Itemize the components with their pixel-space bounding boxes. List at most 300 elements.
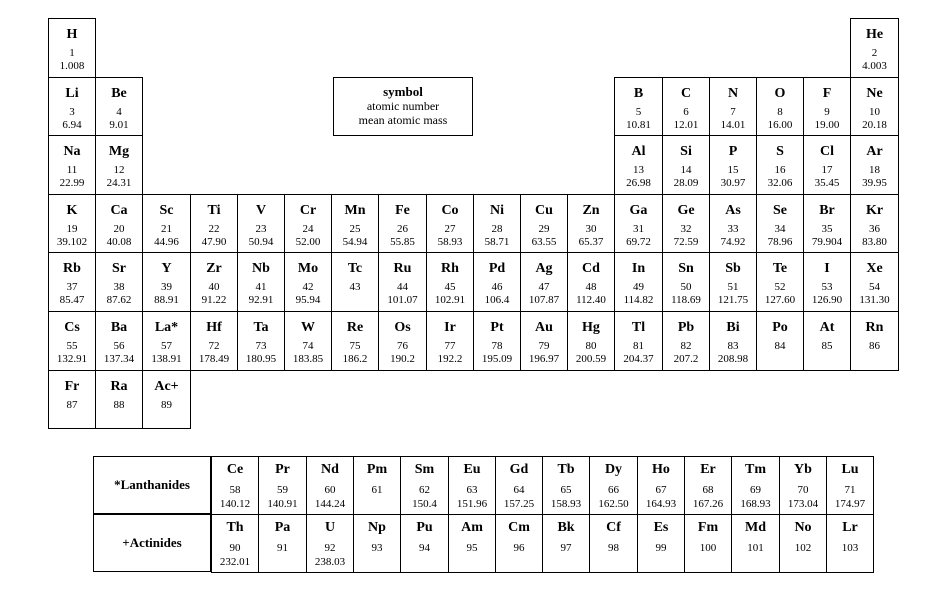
atomic-number: 74 [302,340,314,352]
atomic-number: 78 [491,340,503,352]
element-cell-o [756,77,804,136]
element-cell-la [142,311,191,371]
atomic-mass: 140.12 [219,498,251,510]
atomic-number: 54 [869,281,880,293]
element-symbol: W [301,320,315,335]
element-symbol: P [728,144,738,159]
element-symbol: Nd [321,462,339,477]
atomic-number: 28 [491,223,503,235]
element-symbol: Tb [557,462,575,477]
element-symbol: Ga [629,203,648,218]
element-symbol: Pa [274,520,291,535]
atomic-mass: 10.81 [626,119,651,131]
atomic-mass: 69.72 [626,236,651,248]
element-cell-f [803,77,851,136]
actinides-label: +Actinides [122,535,182,550]
element-cell-sc [142,194,191,253]
atomic-number: 40 [208,281,220,293]
element-cell-he [850,18,899,78]
element-cell-ta [237,311,285,371]
element-symbol: N [727,86,739,101]
element-cell-cr [284,194,332,253]
atomic-number: 86 [869,340,880,352]
atomic-number: 25 [349,223,361,235]
element-symbol: U [324,520,336,535]
element-symbol: S [776,144,784,159]
atomic-mass: 50.94 [248,236,274,248]
atomic-number: 50 [680,281,692,293]
element-cell-rn [850,311,899,371]
atomic-mass: 63.55 [531,236,557,248]
element-cell-np [353,514,401,573]
element-symbol: He [865,27,884,42]
element-cell-nb [237,252,285,312]
element-cell-es [637,514,685,573]
element-cell-xe [850,252,899,312]
element-cell-rh [426,252,474,312]
element-symbol: Ir [444,320,456,335]
element-symbol: I [824,261,830,276]
atomic-number: 14 [680,164,692,176]
atomic-number: 22 [208,223,220,235]
element-symbol: Si [680,144,692,159]
element-cell-co [426,194,474,253]
atomic-mass: 20.18 [862,119,887,131]
element-symbol: Pt [490,320,504,335]
atomic-number: 49 [633,281,644,293]
element-cell-ac [142,370,191,429]
element-cell-pb [662,311,710,371]
element-cell-hg [567,311,615,371]
atomic-number: 33 [727,223,739,235]
element-symbol: B [633,86,644,101]
atomic-mass: 118.69 [671,294,701,306]
atomic-number: 92 [324,542,336,554]
element-symbol: Sr [112,261,126,276]
atomic-number: 34 [774,223,786,235]
atomic-mass: 39.102 [56,236,88,248]
atomic-number: 45 [444,281,456,293]
element-symbol: Fm [697,520,719,535]
element-cell-cl [803,135,851,195]
element-cell-lu [826,456,874,515]
atomic-mass: 58.71 [484,236,510,248]
atomic-number: 95 [466,542,478,554]
atomic-mass: 65.37 [578,236,604,248]
atomic-number: 30 [585,223,597,235]
element-symbol: Np [368,520,386,535]
element-symbol: Lu [841,462,859,477]
element-symbol: O [774,86,786,101]
element-symbol: Ra [110,379,128,394]
element-cell-i [803,252,851,312]
atomic-mass: 88.91 [154,294,179,306]
element-symbol: Ac+ [154,379,179,394]
atomic-mass: 132.91 [56,353,88,365]
atomic-number: 3 [69,106,75,118]
element-cell-pr [258,456,307,515]
atomic-mass: 238.03 [314,556,346,568]
element-symbol: Be [111,86,127,101]
element-symbol: In [631,261,646,276]
atomic-number: 96 [513,542,525,554]
atomic-number: 10 [869,106,880,118]
element-symbol: Tl [631,320,646,335]
element-symbol: Sn [678,261,694,276]
element-cell-ir [426,311,474,371]
element-cell-sb [709,252,757,312]
element-cell-sr [95,252,143,312]
element-symbol: Fe [395,203,410,218]
element-symbol: Pd [488,261,506,276]
element-symbol: Bk [557,520,575,535]
element-symbol: K [66,203,78,218]
element-cell-yb [779,456,827,515]
atomic-number: 76 [397,340,408,352]
element-symbol: F [822,86,832,101]
element-cell-bi [709,311,757,371]
atomic-number: 56 [113,340,125,352]
element-cell-nd [306,456,354,515]
element-symbol: Rn [865,320,884,335]
atomic-mass: 12.01 [673,119,699,131]
element-cell-pd [473,252,521,312]
legend-box [333,77,473,136]
element-cell-w [284,311,332,371]
element-symbol: Hf [206,320,222,335]
element-cell-pt [473,311,521,371]
atomic-mass: 200.59 [575,353,607,365]
atomic-mass: 6.94 [62,119,82,131]
element-symbol: Es [653,520,669,535]
element-symbol: Ne [866,86,883,101]
element-cell-ca [95,194,143,253]
element-symbol: Cm [508,520,530,535]
element-symbol: As [725,203,741,218]
atomic-mass: 39.95 [862,177,887,189]
element-cell-at [803,311,851,371]
atomic-number: 93 [371,542,383,554]
element-symbol: Te [772,261,788,276]
element-symbol: Na [63,144,81,159]
element-cell-ra [95,370,143,429]
legend-mean-atomic-mass: mean atomic mass [358,113,448,127]
atomic-number: 82 [680,340,692,352]
atomic-number: 103 [841,542,859,554]
element-cell-ce [211,456,259,515]
element-symbol: Cf [606,520,621,535]
atomic-mass: 180.95 [245,353,277,365]
element-cell-zn [567,194,615,253]
element-symbol: Ni [490,203,504,218]
element-symbol: Se [773,203,787,218]
element-symbol: Sc [159,203,174,218]
element-cell-in [614,252,663,312]
element-cell-y [142,252,191,312]
atomic-number: 5 [635,106,642,118]
atomic-number: 18 [869,164,880,176]
atomic-number: 41 [255,281,267,293]
atomic-number: 15 [727,164,739,176]
atomic-number: 100 [699,542,717,554]
atomic-number: 102 [794,542,812,554]
element-cell-u [306,514,354,573]
atomic-mass: 121.75 [717,294,749,306]
atomic-mass: 107.87 [528,294,560,306]
atomic-mass: 14.01 [720,119,746,131]
atomic-mass: 162.50 [598,498,629,510]
element-cell-n [709,77,757,136]
atomic-number: 44 [397,281,408,293]
element-cell-fe [378,194,427,253]
atomic-number: 51 [727,281,739,293]
element-cell-ni [473,194,521,253]
atomic-number: 79 [538,340,550,352]
atomic-number: 31 [633,223,644,235]
atomic-mass: 164.93 [645,498,677,510]
atomic-number: 57 [161,340,172,352]
atomic-mass: 151.96 [456,498,488,510]
atomic-mass: 138.91 [151,353,182,365]
legend-symbol: symbol [383,84,423,99]
element-symbol: Ce [226,462,244,477]
atomic-mass: 178.49 [198,353,230,365]
atomic-number: 90 [229,542,241,554]
element-symbol: Sm [414,462,435,477]
element-symbol: Rh [441,261,459,276]
atomic-mass: 16.00 [767,119,793,131]
element-cell-hf [190,311,238,371]
atomic-number: 80 [585,340,597,352]
element-cell-c [662,77,710,136]
atomic-number: 87 [66,399,78,411]
atomic-mass: 87.62 [106,294,132,306]
element-cell-lr [826,514,874,573]
element-symbol: Pu [416,520,433,535]
element-cell-eu [448,456,496,515]
atomic-mass: 174.97 [834,498,866,510]
atomic-mass: 150.4 [412,498,437,510]
atomic-mass: 47.90 [201,236,227,248]
atomic-mass: 167.26 [692,498,724,510]
element-symbol: Bi [726,320,740,335]
atomic-mass: 79.904 [811,236,843,248]
element-cell-p [709,135,757,195]
element-cell-cs [48,311,96,371]
atomic-mass: 85.47 [59,294,85,306]
atomic-number: 62 [419,484,430,496]
atomic-number: 65 [560,484,572,496]
atomic-number: 75 [349,340,361,352]
atomic-number: 39 [161,281,172,293]
element-symbol: Th [226,520,244,535]
atomic-mass: 204.37 [623,353,654,365]
atomic-mass: 126.90 [811,294,843,306]
element-symbol: Ba [110,320,128,335]
atomic-number: 94 [419,542,430,554]
atomic-number: 60 [324,484,336,496]
atomic-number: 99 [655,542,667,554]
element-symbol: Ti [207,203,221,218]
element-cell-bk [542,514,590,573]
element-symbol: Ca [110,203,128,218]
atomic-number: 32 [680,223,692,235]
atomic-mass: 131.30 [859,294,890,306]
element-symbol: Er [700,462,716,477]
atomic-number: 13 [633,164,644,176]
atomic-number: 46 [491,281,503,293]
atomic-number: 61 [371,484,383,496]
atomic-mass: 232.01 [219,556,251,568]
atomic-number: 63 [466,484,478,496]
atomic-number: 59 [277,484,288,496]
atomic-number: 36 [869,223,880,235]
element-cell-tb [542,456,590,515]
element-cell-cu [520,194,568,253]
atomic-number: 7 [730,106,736,118]
atomic-number: 6 [683,106,689,118]
atomic-mass: 4.003 [862,60,887,72]
atomic-mass: 44.96 [154,236,179,248]
element-symbol: Al [631,144,646,159]
atomic-mass: 28.09 [673,177,699,189]
atomic-number: 38 [113,281,125,293]
atomic-mass: 26.98 [626,177,651,189]
element-cell-mn [331,194,379,253]
atomic-mass: 1.008 [59,60,85,72]
atomic-mass: 137.34 [103,353,135,365]
element-cell-os [378,311,427,371]
atomic-number: 98 [608,542,619,554]
atomic-number: 68 [702,484,714,496]
element-symbol: Gd [509,462,529,477]
element-symbol: H [66,27,78,42]
atomic-number: 16 [774,164,786,176]
element-cell-te [756,252,804,312]
element-symbol: Zr [206,261,222,276]
atomic-mass: 83.80 [862,236,887,248]
element-symbol: Pr [275,462,290,477]
element-symbol: Ge [677,203,695,218]
atomic-mass: 196.97 [528,353,560,365]
element-cell-er [684,456,732,515]
atomic-number: 48 [585,281,597,293]
atomic-number: 77 [444,340,456,352]
atomic-mass: 95.94 [295,294,321,306]
atomic-mass: 32.06 [767,177,793,189]
element-symbol: No [794,520,812,535]
element-cell-fm [684,514,732,573]
atomic-number: 84 [774,340,786,352]
atomic-mass: 192.2 [437,353,463,365]
atomic-mass: 208.98 [717,353,749,365]
atomic-number: 1 [69,47,75,59]
element-cell-cf [589,514,638,573]
atomic-mass: 144.24 [314,498,346,510]
element-cell-re [331,311,379,371]
element-cell-th [211,514,259,573]
atomic-mass: 173.04 [787,498,819,510]
element-cell-dy [589,456,638,515]
element-cell-ba [95,311,143,371]
atomic-mass: 58.93 [437,236,463,248]
element-cell-b [614,77,663,136]
atomic-number: 97 [560,542,572,554]
legend-atomic-number: atomic number [366,99,440,113]
element-symbol: Mn [344,203,366,218]
element-symbol: Co [441,203,459,218]
atomic-mass: 183.85 [292,353,324,365]
element-symbol: Ag [535,261,553,276]
element-cell-pm [353,456,401,515]
element-symbol: Po [772,320,788,335]
element-symbol: Zn [582,203,600,218]
atomic-number: 20 [113,223,125,235]
atomic-mass: 19.00 [814,119,840,131]
atomic-number: 43 [349,281,361,293]
atomic-number: 89 [161,399,172,411]
element-cell-kr [850,194,899,253]
atomic-number: 12 [113,164,125,176]
element-cell-h [48,18,96,78]
atomic-mass: 140.91 [267,498,298,510]
element-cell-mg [95,135,143,195]
element-symbol: Re [346,320,364,335]
element-cell-cm [495,514,543,573]
atomic-mass: 112.40 [576,294,606,306]
atomic-number: 35 [821,223,833,235]
atomic-number: 101 [747,542,764,554]
atomic-number: 19 [66,223,78,235]
element-cell-ti [190,194,238,253]
atomic-number: 17 [821,164,833,176]
atomic-mass: 190.2 [390,353,415,365]
element-cell-am [448,514,496,573]
element-cell-tl [614,311,663,371]
atomic-mass: 78.96 [767,236,793,248]
element-symbol: Yb [794,462,812,477]
element-symbol: Tc [347,261,363,276]
element-symbol: Mo [297,261,319,276]
atomic-number: 2 [871,47,878,59]
element-symbol: Cd [582,261,600,276]
element-symbol: Cl [820,144,834,159]
atomic-number: 53 [821,281,833,293]
atomic-mass: 22.99 [59,177,85,189]
atomic-mass: 52.00 [295,236,321,248]
element-cell-k [48,194,96,253]
atomic-mass: 91.22 [201,294,227,306]
atomic-number: 24 [302,223,314,235]
atomic-mass: 106.4 [484,294,510,306]
element-cell-ag [520,252,568,312]
atomic-number: 83 [727,340,739,352]
element-cell-md [731,514,780,573]
element-cell-au [520,311,568,371]
atomic-number: 9 [824,106,830,118]
element-symbol: Ru [393,261,412,276]
atomic-number: 11 [66,164,78,176]
element-symbol: Ho [652,462,670,477]
element-cell-ne [850,77,899,136]
element-symbol: La* [154,320,179,335]
element-cell-gd [495,456,543,515]
element-cell-ga [614,194,663,253]
atomic-number: 64 [513,484,525,496]
element-symbol: Eu [463,462,481,477]
atomic-mass: 195.09 [481,353,513,365]
element-symbol: Li [65,86,79,101]
